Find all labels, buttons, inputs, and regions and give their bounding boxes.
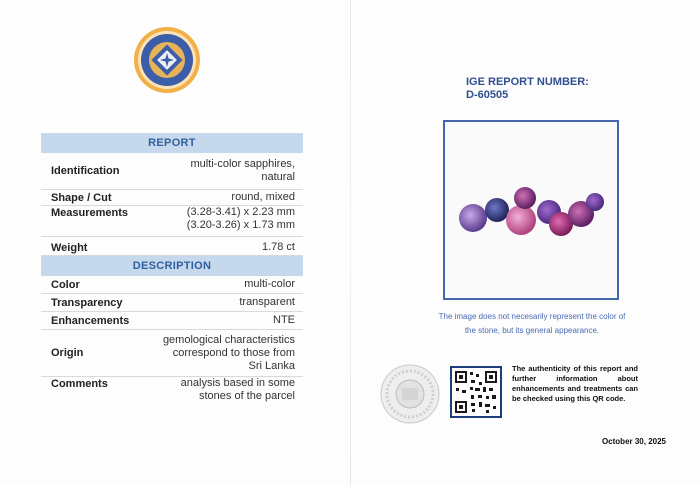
gem	[506, 205, 536, 235]
value-shape-cut	[151, 191, 303, 204]
value-line: 1.78 ct	[261, 241, 295, 253]
label-shape-cut: Shape / Cut	[51, 191, 112, 204]
label-color: Color	[51, 278, 80, 291]
value-line: NTE	[273, 314, 295, 326]
value-comments	[151, 377, 303, 403]
value-color	[151, 278, 303, 291]
image-disclaimer	[422, 310, 642, 338]
value-enhancements	[151, 314, 303, 327]
row-transparency	[41, 294, 303, 312]
label-weight: Weight	[51, 242, 88, 254]
value-line: correspond to those from	[172, 346, 295, 359]
ige-seal-icon	[133, 26, 201, 94]
disclaimer-line: The image does not necesarily represent the color of	[438, 312, 626, 321]
value-line: analysis based in some	[180, 377, 295, 389]
label-measurements: Measurements	[51, 207, 129, 219]
gem	[586, 193, 604, 211]
gem	[459, 204, 487, 232]
qr-code[interactable]	[450, 366, 502, 418]
row-comments	[41, 377, 303, 407]
label-origin: Origin	[51, 347, 84, 359]
value-line: multi-color sapphires,	[190, 158, 295, 170]
value-line: round, mixed	[231, 191, 295, 203]
label-comments: Comments	[51, 378, 108, 390]
disclaimer-line: the stone, but its general appearance.	[464, 326, 600, 335]
gemstones-image	[445, 122, 617, 298]
value-measurements	[151, 206, 303, 232]
description-header: DESCRIPTION	[41, 256, 303, 276]
value-line: (3.28-3.41) x 2.23 mm	[186, 206, 295, 218]
row-enhancements	[41, 312, 303, 330]
report-table	[41, 133, 303, 407]
value-line: multi-color	[244, 278, 295, 290]
authenticity-note: The authenticity of this report and further information about enhancements and treatments can be checked using this QR code.	[512, 364, 638, 403]
seal-icon	[380, 364, 440, 424]
qr-code-icon	[452, 368, 500, 416]
value-identification	[151, 158, 303, 184]
row-shape-cut	[41, 190, 303, 206]
report-date: October 30, 2025	[601, 437, 666, 446]
row-weight	[41, 237, 303, 256]
row-measurements	[41, 206, 303, 237]
value-weight	[151, 241, 303, 254]
gemstone-photo	[443, 120, 619, 300]
value-line: Sri Lanka	[248, 359, 295, 372]
report-header: REPORT	[41, 133, 303, 153]
ige-logo	[133, 26, 201, 94]
report-number	[466, 76, 606, 102]
value-line: transparent	[239, 296, 295, 308]
embossed-seal	[380, 364, 440, 424]
value-line: gemological characteristics	[162, 333, 295, 346]
value-line: natural	[261, 171, 295, 183]
row-color	[41, 276, 303, 294]
fold-line	[350, 0, 351, 485]
value-line: (3.20-3.26) x 1.73 mm	[186, 219, 295, 231]
label-enhancements: Enhancements	[51, 314, 130, 327]
gem	[485, 198, 509, 222]
value-origin	[151, 334, 303, 373]
row-identification	[41, 153, 303, 190]
row-origin	[41, 330, 303, 377]
report-number-value: D-60505	[466, 89, 509, 101]
value-line: stones of the parcel	[198, 390, 295, 402]
label-transparency: Transparency	[51, 296, 123, 309]
report-number-label: IGE REPORT NUMBER:	[466, 76, 589, 88]
label-identification: Identification	[51, 165, 120, 177]
value-transparency	[151, 296, 303, 309]
gem	[514, 187, 536, 209]
